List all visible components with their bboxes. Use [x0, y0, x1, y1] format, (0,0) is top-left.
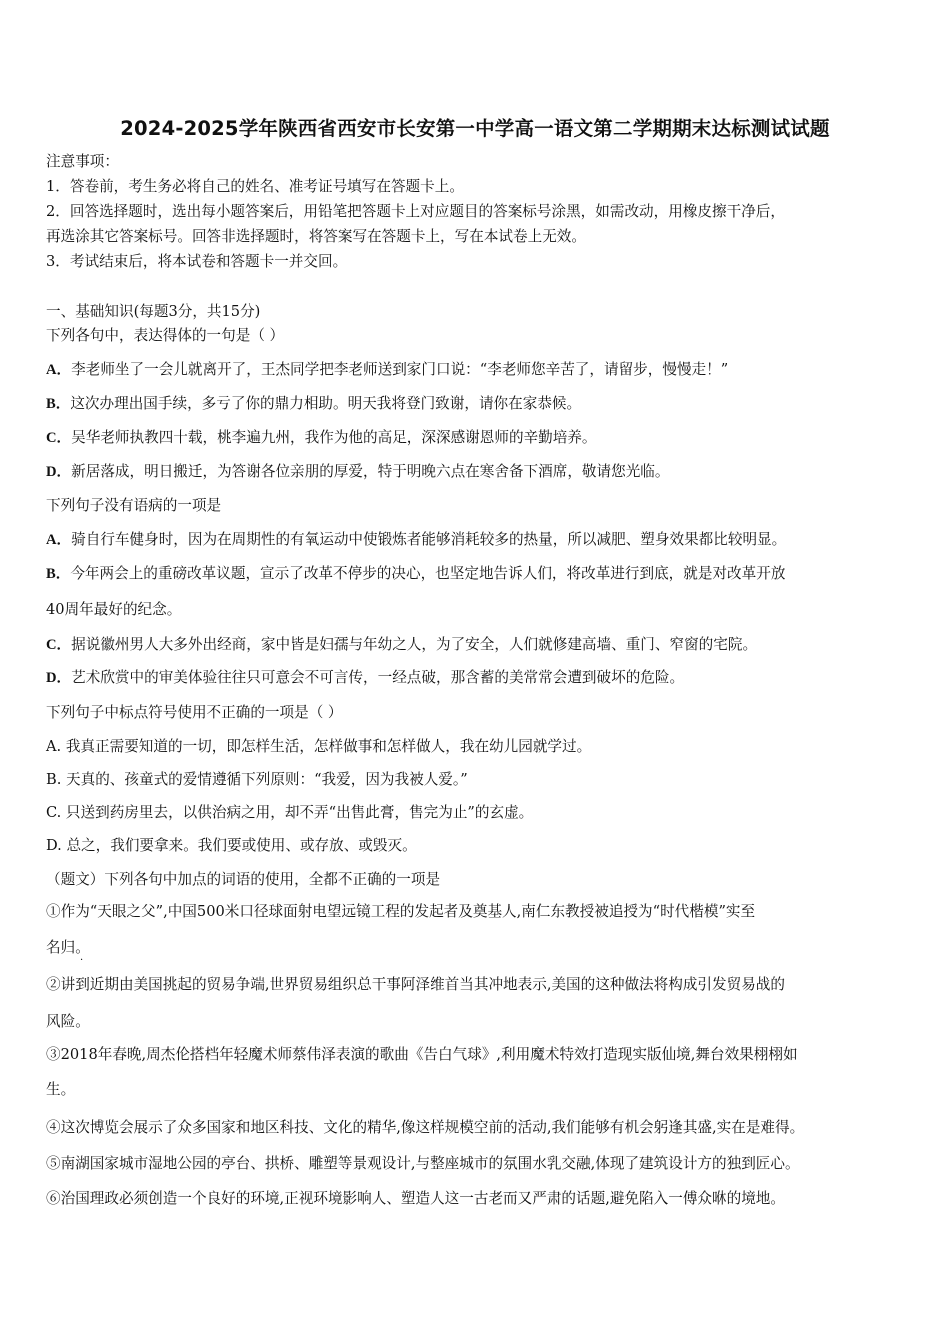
notice-heading: 注意事项：: [46, 153, 119, 170]
question-option: [46, 636, 757, 655]
option-letter: A．: [46, 362, 72, 378]
option-letter: A．: [46, 532, 72, 548]
question-item: ④这次博览会展示了众多国家和地区科技、文化的精华,像这样规模空前的活动,我们能够有机会躬逢其盛,实在是难得。: [46, 1119, 805, 1136]
question-item: ②讲到近期由美国挑起的贸易争端,世界贸易组织总干事阿泽维首当其冲地表示,美国的这种做法将构成引发贸易战的: [46, 976, 785, 993]
question-option: [46, 565, 785, 584]
emphasis-dot: ·: [80, 955, 84, 966]
question-option: [46, 361, 728, 380]
option-letter: D．: [46, 464, 72, 480]
question-item: ⑤南湖国家城市湿地公园的亭台、拱桥、雕塑等景观设计,与整座城市的氛围水乳交融,体现了建筑设计方的独到匠心。: [46, 1155, 800, 1172]
question-stem: 下列句子没有语病的一项是: [46, 497, 222, 514]
option-letter: C．: [46, 637, 72, 653]
option-letter: B．: [46, 396, 71, 412]
question-option: [46, 531, 786, 550]
section-heading: 一、基础知识(每题3分，共15分): [46, 303, 261, 320]
option-text: 李老师坐了一会儿就离开了，王杰同学把李老师送到家门口说：“李老师您辛苦了，请留步，慢慢走！”: [71, 361, 729, 378]
question-item-continued: 名归。: [46, 939, 90, 956]
question-item: ⑥治国理政必须创造一个良好的环境,正视环境影响人、塑造人这一古老而又严肃的话题,避免陷入一傅众咻的境地。: [46, 1190, 785, 1207]
question-item: ①作为“天眼之父”,中国500米口径球面射电望远镜工程的发起者及奠基人,南仁东教授被追授为“时代楷模”实至: [46, 903, 756, 920]
notice-item: 1．答卷前，考生务必将自己的姓名、准考证号填写在答题卡上。: [46, 178, 464, 195]
question-stem: 下列句子中标点符号使用不正确的一项是（ ）: [46, 704, 343, 721]
question-option: B. 天真的、孩童式的爱情遵循下列原则：“我爱，因为我被人爱。”: [46, 771, 468, 788]
page-title: 2024-2025学年陕西省西安市长安第一中学高一语文第二学期期末达标测试试题: [120, 117, 830, 140]
option-text: 这次办理出国手续，多亏了你的鼎力相助。明天我将登门致谢，请你在家恭候。: [70, 395, 582, 412]
question-item-continued: 风险。: [46, 1013, 90, 1030]
option-text: 骑自行车健身时，因为在周期性的有氧运动中使锻炼者能够消耗较多的热量，所以减肥、塑身效果都比较明显。: [71, 531, 787, 548]
option-text: 吴华老师执教四十载，桃李遍九州，我作为他的高足，深深感谢恩师的辛勤培养。: [71, 429, 597, 446]
option-letter: C．: [46, 430, 72, 446]
option-text: 40周年最好的纪念。: [46, 601, 182, 618]
option-letter: B．: [46, 566, 71, 582]
question-option: [46, 429, 597, 448]
option-text: 新居落成，明日搬迁，为答谢各位亲朋的厚爱，特于明晚六点在寒舍备下酒席，敬请您光临。: [71, 463, 670, 480]
notice-item: 2．回答选择题时，选出每小题答案后，用铅笔把答题卡上对应题目的答案标号涂黑，如需改动，用橡皮擦干净后，: [46, 203, 785, 220]
option-letter: D．: [46, 670, 72, 686]
question-item: ③2018年春晚,周杰伦搭档年轻魔术师蔡伟泽表演的歌曲《告白气球》,利用魔术特效打造现实版仙境,舞台效果栩栩如: [46, 1046, 798, 1063]
question-option: [46, 395, 581, 414]
question-stem: （题文）下列各句中加点的词语的使用，全都不正确的一项是: [46, 871, 441, 888]
option-text: 今年两会上的重磅改革议题，宣示了改革不停步的决心，也坚定地告诉人们，将改革进行到底，就是对改革开放: [70, 565, 786, 582]
option-text: 据说徽州男人大多外出经商，家中皆是妇孺与年幼之人，为了安全，人们就修建高墙、重门、窄窗的宅院。: [71, 636, 758, 653]
option-text: 艺术欣赏中的审美体验往往只可意会不可言传，一经点破，那含蓄的美常常会遭到破坏的危险。: [71, 669, 685, 686]
question-item-continued: 生。: [46, 1081, 76, 1098]
question-option: D. 总之，我们要拿来。我们要或使用、或存放、或毁灭。: [46, 837, 417, 854]
question-option: A. 我真正需要知道的一切，即怎样生活，怎样做事和怎样做人，我在幼儿园就学过。: [46, 738, 592, 755]
question-stem: 下列各句中，表达得体的一句是（ ）: [46, 327, 285, 344]
question-option-continued: [46, 601, 181, 619]
notice-item: 3．考试结束后，将本试卷和答题卡一并交回。: [46, 253, 348, 270]
notice-item: 再选涂其它答案标号。回答非选择题时，将答案写在答题卡上，写在本试卷上无效。: [46, 228, 586, 245]
question-option: [46, 463, 670, 482]
question-option: [46, 669, 684, 688]
question-option: C. 只送到药房里去，以供治病之用，却不弄“出售此膏，售完为止”的玄虚。: [46, 804, 534, 821]
